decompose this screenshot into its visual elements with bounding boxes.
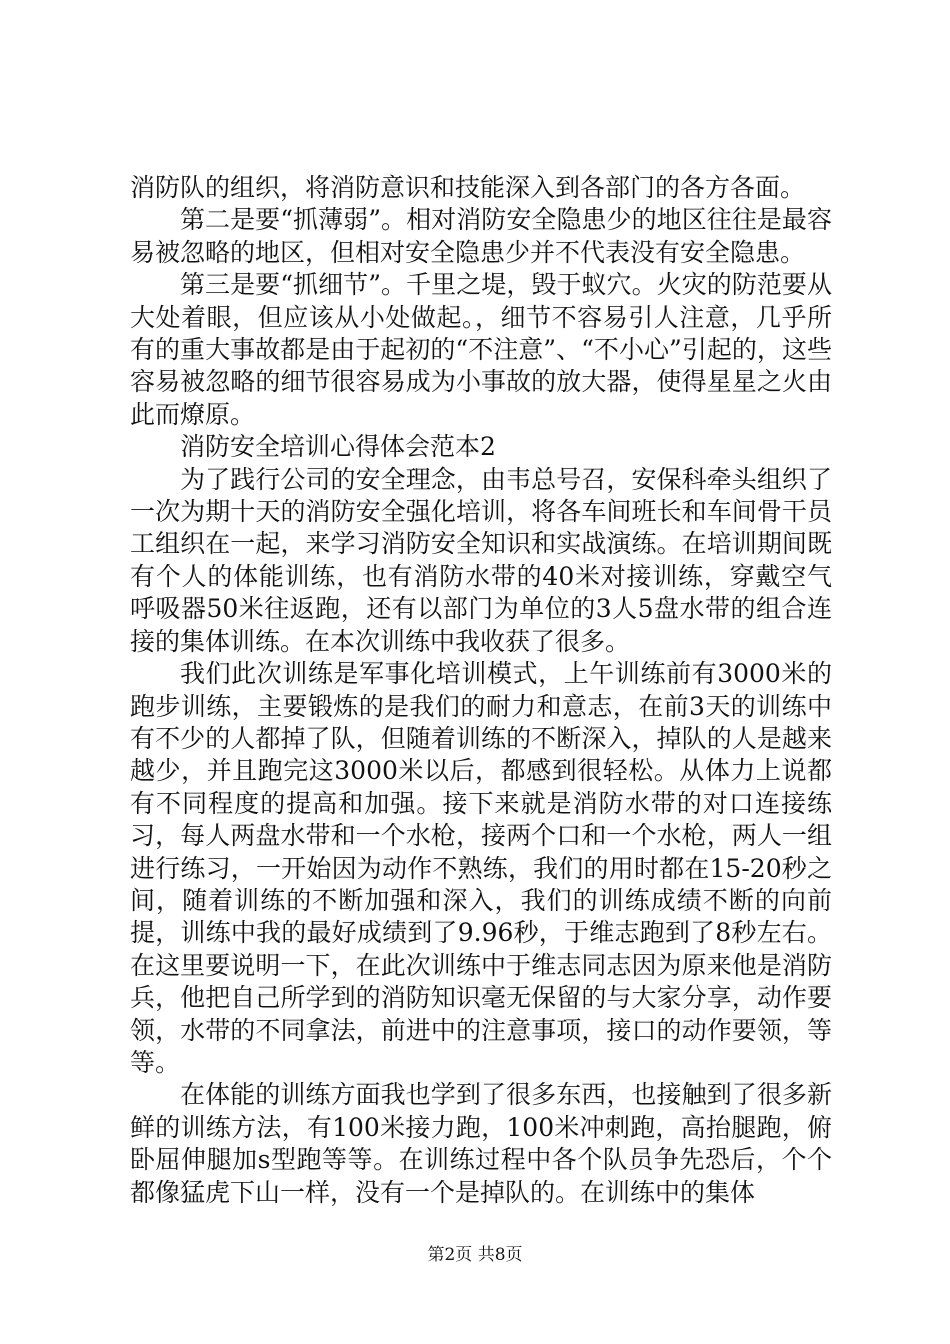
- paragraph-continuation: 消防队的组织，将消防意识和技能深入到各部门的各方各面。: [130, 173, 806, 202]
- section-heading: 消防安全培训心得体会范本2: [180, 432, 496, 462]
- page-number: 第2页 共8页: [427, 1245, 523, 1265]
- paragraph: 第二是要“抓薄弱”。相对消防安全隐患少的地区往往是最容易被忽略的地区，但相对安全隐患少并不代表没有安全隐患。: [130, 205, 832, 267]
- document-body: [130, 172, 832, 1209]
- paragraph: 第三是要“抓细节”。千里之堤，毁于蚁穴。火灾的防范要从大处着眼，但应该从小处做起。，细节不容易引人注意，几乎所有的重大事故都是由于起初的“不注意”、“不小心”引起的，这些容易被忽略的细节很容易成为小事故的放大器，使得星星之火由此而燎原。: [130, 270, 832, 429]
- page-footer: [0, 1245, 950, 1265]
- paragraph: 我们此次训练是军事化培训模式，上午训练前有3000米的跑步训练，主要锻炼的是我们的耐力和意志，在前3天的训练中有不少的人都掉了队，但随着训练的不断深入，掉队的人是越来越少，并且跑完这3000米以后，都感到很轻松。从体力上说都有不同程度的提高和加强。接下来就是消防水带的对口连接练习，每人两盘水带和一个水枪，接两个口和一个水枪，两人一组进行练习，一开始因为动作不熟练，我们的用时都在15-20秒之间，随着训练的不断加强和深入，我们的训练成绩不断的向前提，训练中我的最好成绩到了9.96秒，于维志跑到了8秒左右。在这里要说明一下，在此次训练中于维志同志因为原来他是消防兵，他把自己所学到的消防知识毫无保留的与大家分享，动作要领，水带的不同拿法，前进中的注意事项，接口的动作要领，等等。: [130, 659, 832, 1077]
- paragraph: 为了践行公司的安全理念，由韦总号召，安保科牵头组织了一次为期十天的消防安全强化培训，将各车间班长和车间骨干员工组织在一起，来学习消防安全知识和实战演练。在培训期间既有个人的体能训练，也有消防水带的40米对接训练，穿戴空气呼吸器50米往返跑，还有以部门为单位的3人5盘水带的组合连接的集体训练。在本次训练中我收获了很多。: [130, 464, 832, 656]
- paragraph: 在体能的训练方面我也学到了很多东西，也接触到了很多新鲜的训练方法，有100米接力跑，100米冲刺跑，高抬腿跑，俯卧屈伸腿加s型跑等等。在训练过程中各个队员争先恐后，个个都像猛虎下山一样，没有一个是掉队的。在训练中的集体: [130, 1080, 832, 1207]
